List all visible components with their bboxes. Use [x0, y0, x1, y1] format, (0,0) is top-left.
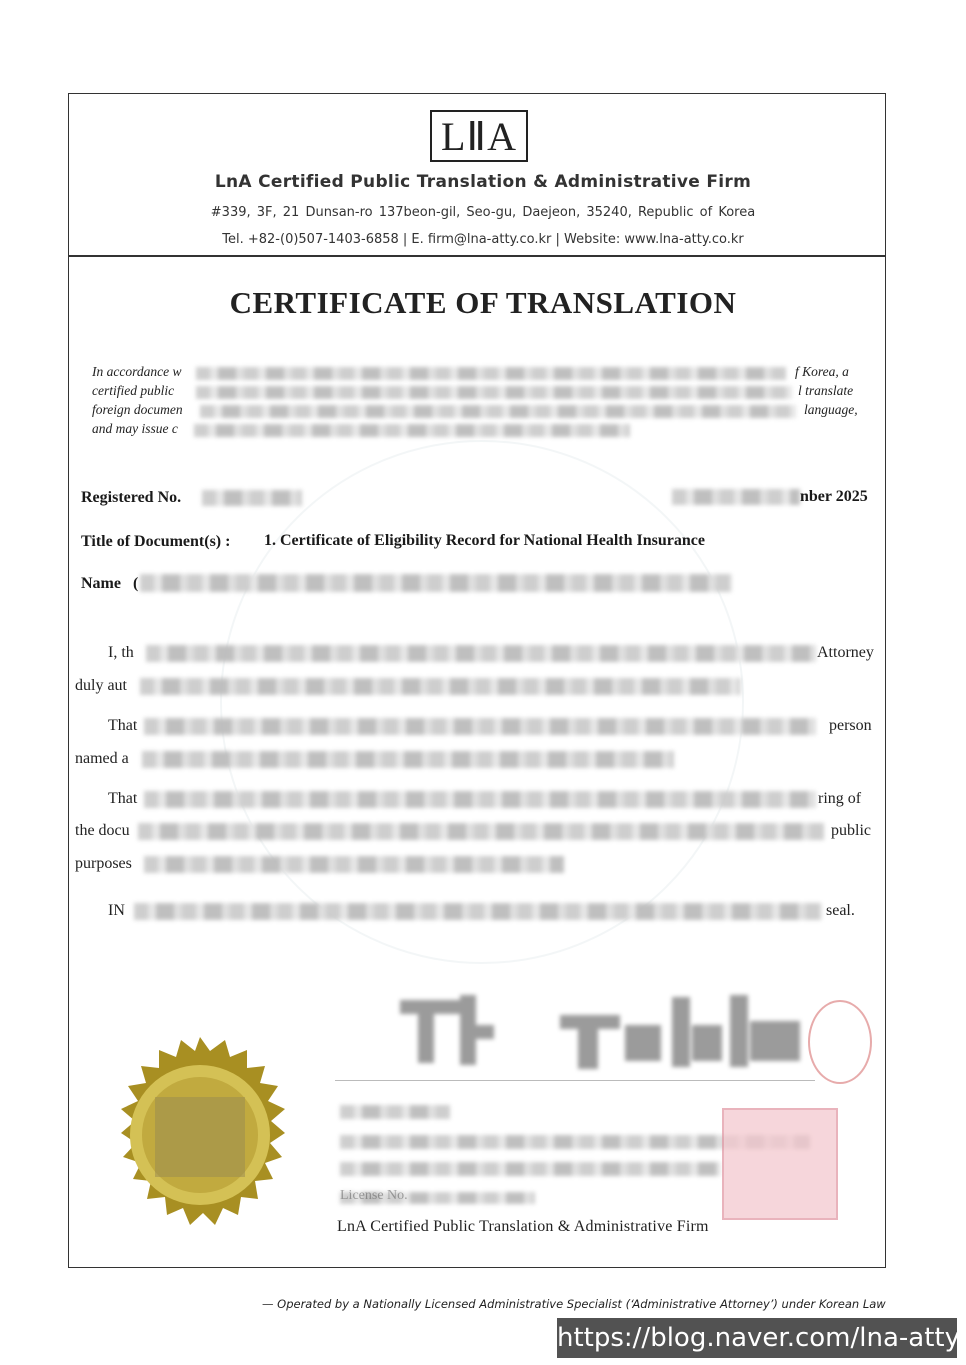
para2-start: That	[108, 717, 138, 734]
certificate-title: CERTIFICATE OF TRANSLATION	[229, 285, 737, 320]
signature-image	[390, 985, 820, 1080]
header-divider	[68, 255, 886, 257]
intro-line-1-left: In accordance w	[92, 364, 182, 379]
redaction	[340, 1162, 720, 1176]
intro-line-4-left: and may issue c	[92, 421, 178, 436]
firm-contact: Tel. +82-(0)507-1403-6858 | E. firm@lna-atty.co.kr | Website: www.lna-atty.co.kr	[222, 232, 744, 247]
para3-line2: the docu	[75, 822, 130, 839]
para2-end: person	[829, 717, 872, 734]
signature-line	[335, 1080, 815, 1081]
intro-line-2-left: certified public	[92, 383, 175, 398]
firm-signature-name: LnA Certified Public Translation & Administrative Firm	[337, 1218, 709, 1235]
redaction	[144, 856, 564, 873]
para3-start: That	[108, 790, 138, 807]
redaction	[194, 424, 630, 437]
para1-line2: duly aut	[75, 677, 127, 694]
redaction	[340, 1105, 450, 1119]
redaction	[196, 367, 786, 380]
name-label: Name	[81, 575, 121, 592]
blog-url-watermark: https://blog.naver.com/lna-atty	[557, 1318, 957, 1358]
intro-line-2-right: l translate	[798, 383, 854, 398]
para4-end: seal.	[826, 902, 855, 919]
para1-end: Attorney	[817, 644, 874, 661]
redaction	[134, 903, 822, 920]
redaction	[672, 489, 800, 505]
para3-line3: purposes	[75, 855, 132, 872]
registered-no-label: Registered No.	[81, 489, 182, 506]
license-number: License No.	[340, 1188, 408, 1203]
para3-line2-end: public	[831, 822, 871, 839]
redaction	[144, 791, 816, 808]
redaction	[140, 574, 732, 592]
gold-seal	[95, 1035, 305, 1245]
footer-note: — Operated by a Nationally Licensed Administrative Specialist (‘Administrative Attorney’) under Korean Law	[262, 1297, 886, 1311]
para3-end: ring of	[818, 790, 862, 807]
name-paren: (	[133, 575, 139, 592]
intro-line-3-right: language,	[804, 402, 858, 417]
date-value: nber 2025	[800, 488, 868, 505]
square-seal-stamp	[722, 1108, 838, 1220]
para4-start: IN	[108, 902, 125, 919]
redaction	[142, 751, 674, 768]
intro-line-1-right: f Korea, a	[795, 364, 849, 379]
redaction	[144, 718, 816, 735]
doc-title-value: 1. Certificate of Eligibility Record for National Health Insurance	[264, 532, 705, 549]
redaction	[146, 645, 816, 662]
para2-line2: named a	[75, 750, 129, 767]
firm-name: LnA Certified Public Translation & Administrative Firm	[214, 172, 752, 192]
redaction	[138, 823, 824, 840]
para1-start: I, th	[108, 644, 134, 661]
redaction	[140, 678, 740, 695]
firm-address: #339, 3F, 21 Dunsan-ro 137beon-gil, Seo-gu, Daejeon, 35240, Republic of Korea	[210, 205, 756, 220]
firm-logo: LⅡA	[430, 110, 528, 162]
intro-line-3-left: foreign documen	[92, 402, 183, 417]
redaction	[196, 386, 792, 399]
round-seal-stamp	[808, 1000, 872, 1084]
redaction	[202, 490, 302, 506]
doc-title-label: Title of Document(s) :	[81, 533, 231, 550]
redaction	[200, 405, 796, 418]
